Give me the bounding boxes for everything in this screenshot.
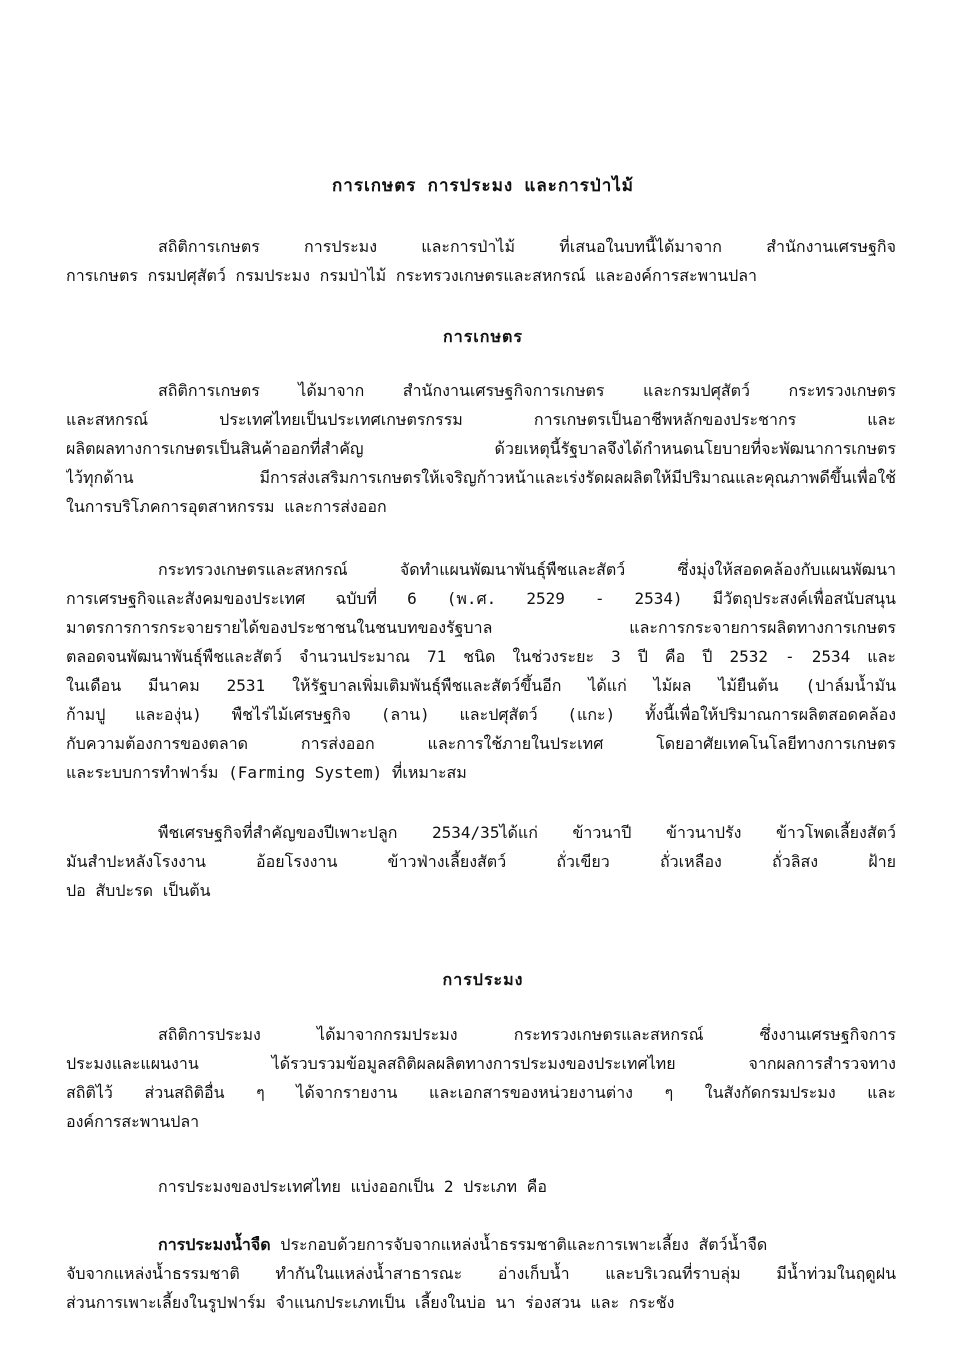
agriculture-paragraph-1 [66,376,896,521]
paragraph-line: การประมงของประเทศไทย แบ่งออกเป็น 2 ประเภท คือ [158,1177,547,1196]
paragraph-line: สถิติการประมง ได้มาจากกรมประมง กระทรวงเกษตรและสหกรณ์ ซึ่งงานเศรษฐกิจการ [158,1025,896,1044]
freshwater-fishery-lead: การประมงน้ำจืด [158,1235,271,1254]
paragraph-line: กระทรวงเกษตรและสหกรณ์ จัดทำแผนพัฒนาพันธุ์พืชและสัตว์ ซึ่งมุ่งให้สอดคล้องกับแผนพัฒนา [158,560,896,579]
paragraph-line-lead [66,1230,896,1259]
paragraph-line: จับจากแหล่งน้ำธรรมชาติ ทำกันในแหล่งน้ำสาธารณะ อ่างเก็บน้ำ และบริเวณที่ราบลุ่ม มีน้ำท่วมในฤดูฝน [66,1264,896,1283]
fishery-paragraph-2 [66,1172,896,1201]
paragraph-line: ส่วนการเพาะเลี้ยงในรูปฟาร์ม จำแนกประเภทเป็น เลี้ยงในบ่อ นา ร่องสวน และ กระชัง [66,1293,675,1312]
paragraph-line: และสหกรณ์ ประเทศไทยเป็นประเทศเกษตรกรรม การเกษตรเป็นอาชีพหลักของประชากร และ [66,410,896,429]
paragraph-line: สถิติไว้ ส่วนสถิติอื่น ๆ ได้จากรายงาน และเอกสารของหน่วยงานต่าง ๆ ในสังกัดกรมประมง และ [66,1083,896,1102]
paragraph-line: มาตรการการกระจายรายได้ของประชาชนในชนบทของรัฐบาล และการกระจายการผลิตทางการเกษตร [66,618,896,637]
paragraph-line: มันสำปะหลังโรงงาน อ้อยโรงงาน ข้าวฟ่างเลี้ยงสัตว์ ถั่วเขียว ถั่วเหลือง ถั่วลิสง ฝ้าย [66,852,896,871]
paragraph-line: ก้ามปู และองุ่น) พืชไร่ไม้เศรษฐกิจ (ลาน) และปศุสัตว์ (แกะ) ทั้งนี้เพื่อให้ปริมาณการผลิตสอดคล้อง [66,705,896,724]
paragraph-line: องค์การสะพานปลา [66,1112,200,1131]
paragraph-line: กับความต้องการของตลาด การส่งออก และการใช้ภายในประเทศ โดยอาศัยเทคโนโลยีทางการเกษตร [66,734,896,753]
section-heading-fishery: การประมง [442,970,524,989]
paragraph-line: พืชเศรษฐกิจที่สำคัญของปีเพาะปลูก 2534/35ได้แก่ ข้าวนาปี ข้าวนาปรัง ข้าวโพดเลี้ยงสัตว์ [158,823,896,842]
paragraph-line: การเศรษฐกิจและสังคมของประเทศ ฉบับที่ 6 (พ.ศ. 2529 - 2534) มีวัตถุประสงค์เพื่อสนับสนุน [66,589,896,608]
agriculture-paragraph-2 [66,555,896,787]
paragraph-line: ผลิตผลทางการเกษตรเป็นสินค้าออกที่สำคัญ ด้วยเหตุนี้รัฐบาลจึงได้กำหนดนโยบายที่จะพัฒนาการเกษตร [66,439,896,458]
paragraph-line: ในเดือน มีนาคม 2531 ให้รัฐบาลเพิ่มเติมพันธุ์พืชและสัตว์ขึ้นอีก ได้แก่ ไม้ผล ไม้ยืนต้น (ปาล์มน้ำมัน [66,676,896,695]
agriculture-paragraph-3 [66,818,896,905]
fishery-paragraph-3 [66,1230,896,1317]
fishery-paragraph-1 [66,1020,896,1136]
paragraph-line: ตลอดจนพัฒนาพันธุ์พืชและสัตว์ จำนวนประมาณ 71 ชนิด ในช่วงระยะ 3 ปี คือ ปี 2532 - 2534 และ [66,647,896,666]
paragraph-line: และระบบการทำฟาร์ม (Farming System) ที่เหมาะสม [66,763,467,782]
paragraph-line: ไว้ทุกด้าน มีการส่งเสริมการเกษตรให้เจริญก้าวหน้าและเร่งรัดผลผลิตให้มีปริมาณและคุณภาพดีขึ้นเพื่อใช้ [66,468,896,487]
section-heading-agriculture: การเกษตร [443,327,523,346]
paragraph-line: สถิติการเกษตร การประมง และการป่าไม้ ที่เสนอในบทนี้ได้มาจาก สำนักงานเศรษฐกิจ [158,237,896,256]
paragraph-line: ในการบริโภคการอุตสาหกรรม และการส่งออก [66,497,387,516]
lead-line-text: ประกอบด้วยการจับจากแหล่งน้ำธรรมชาติและการเพาะเลี้ยง สัตว์น้ำจืด [270,1235,768,1254]
document-title: การเกษตร การประมง และการป่าไม้ [331,176,635,196]
paragraph-line: สถิติการเกษตร ได้มาจาก สำนักงานเศรษฐกิจการเกษตร และกรมปศุสัตว์ กระทรวงเกษตร [158,381,896,400]
paragraph-line: ปอ สับปะรด เป็นต้น [66,881,211,900]
paragraph-line: ประมงและแผนงาน ได้รวบรวมข้อมูลสถิติผลผลิตทางการประมงของประเทศไทย จากผลการสำรวจทาง [66,1054,896,1073]
intro-paragraph [66,232,896,290]
paragraph-line: การเกษตร กรมปศุสัตว์ กรมประมง กรมป่าไม้ กระทรวงเกษตรและสหกรณ์ และองค์การสะพานปลา [66,266,758,285]
